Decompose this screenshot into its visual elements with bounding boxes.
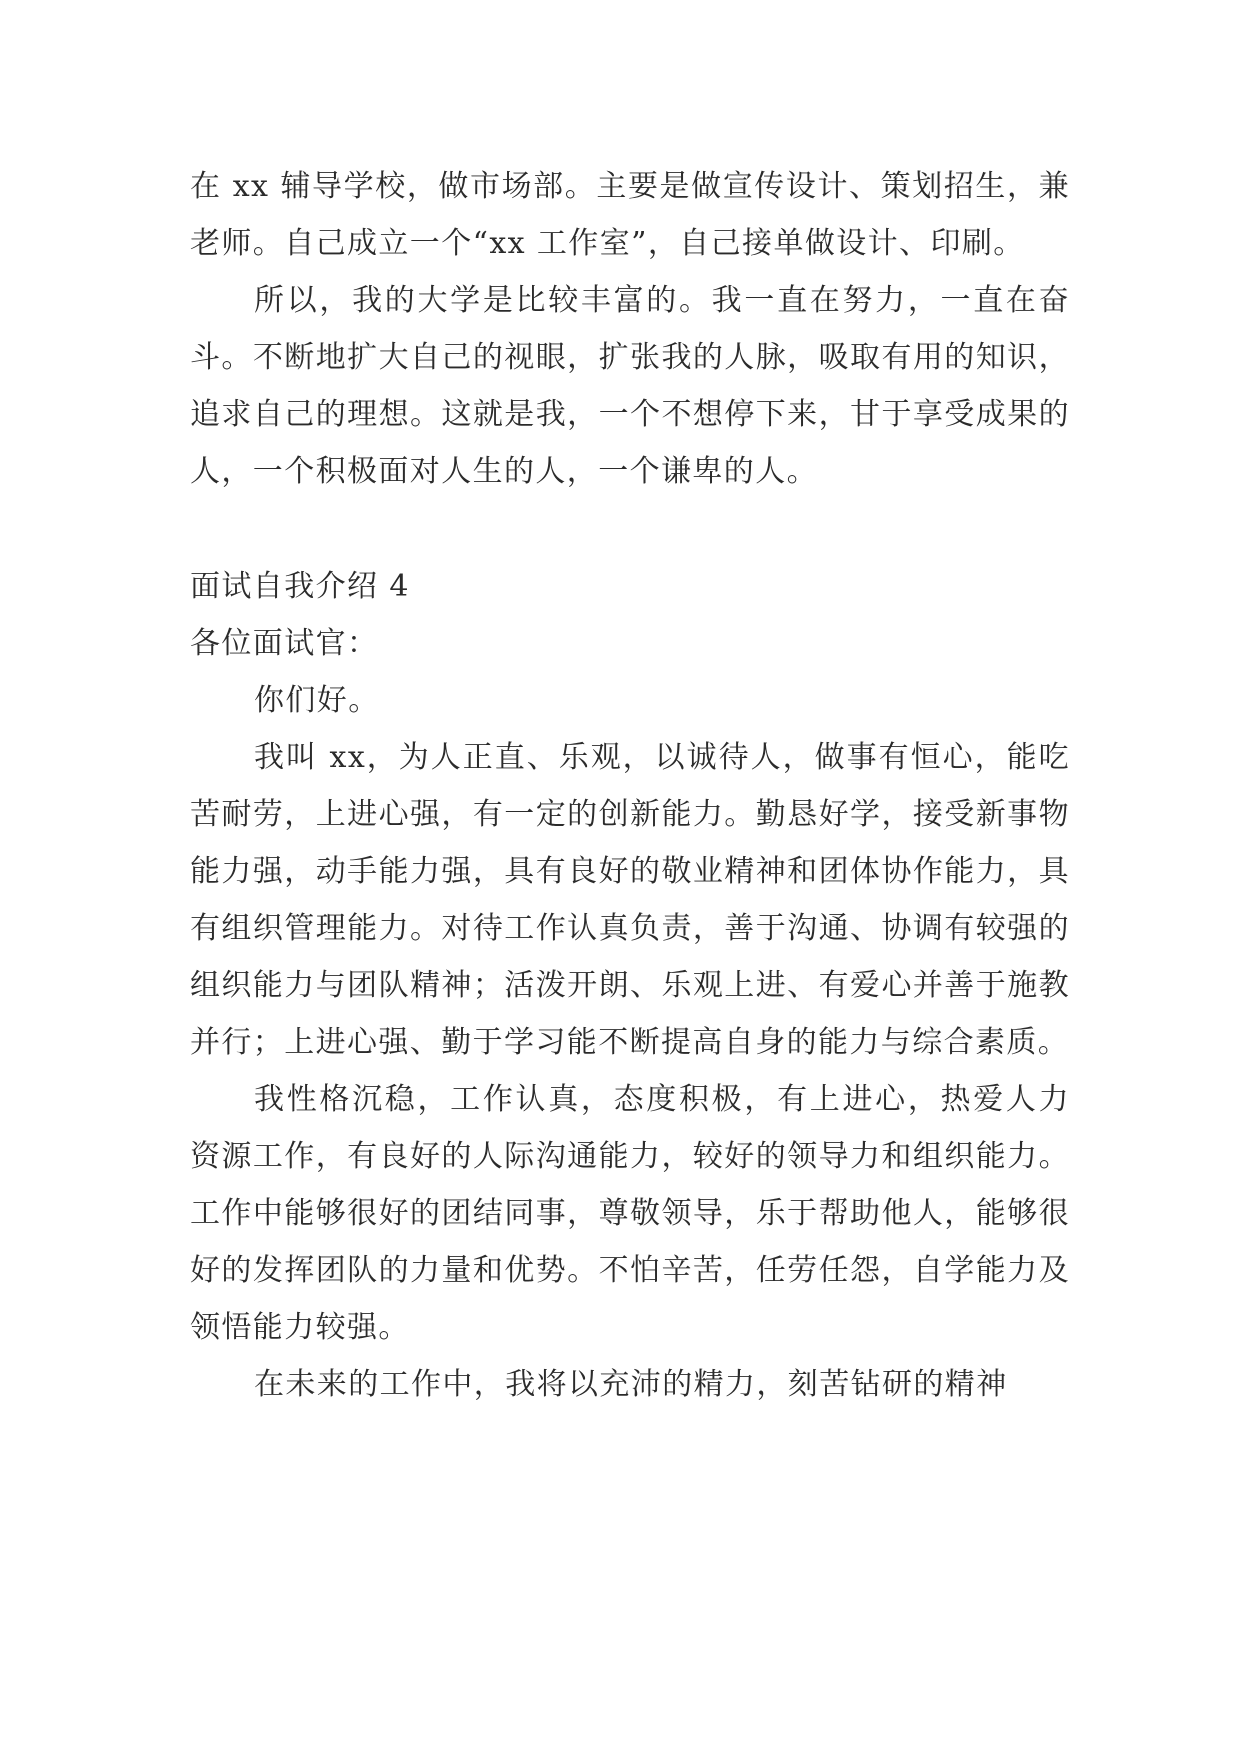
document-body	[190, 158, 1070, 1413]
greeting: 你们好。	[254, 683, 380, 718]
section-spacer	[190, 500, 1070, 558]
paragraph-work-experience: 在 xx 辅导学校，做市场部。主要是做宣传设计、策划招生，兼老师。自己成立一个“xx 工作室”，自己接单做设计、印刷。	[190, 169, 1070, 261]
paragraph-future: 在未来的工作中，我将以充沛的精力，刻苦钻研的精神	[254, 1367, 1008, 1402]
paragraph-personality: 我叫 xx，为人正直、乐观，以诚待人，做事有恒心，能吃苦耐劳，上进心强，有一定的创新能力。勤恳好学，接受新事物能力强，动手能力强，具有良好的敬业精神和团体协作能力，具有组织管理能力。对待工作认真负责，善于沟通、协调有较强的组织能力与团队精神；活泼开朗、乐观上进、有爱心并善于施教并行；上进心强、勤于学习能不断提高自身的能力与综合素质。	[190, 740, 1070, 1060]
section-title: 面试自我介绍 4	[190, 569, 410, 604]
paragraph-character: 我性格沉稳，工作认真，态度积极，有上进心，热爱人力资源工作，有良好的人际沟通能力，较好的领导力和组织能力。工作中能够很好的团结同事，尊敬领导，乐于帮助他人，能够很好的发挥团队的力量和优势。不怕辛苦，任劳任怨，自学能力及领悟能力较强。	[190, 1082, 1070, 1345]
paragraph-college-summary: 所以，我的大学是比较丰富的。我一直在努力，一直在奋斗。不断地扩大自己的视眼，扩张我的人脉，吸取有用的知识，追求自己的理想。这就是我，一个不想停下来，甘于享受成果的人，一个积极面对人生的人，一个谦卑的人。	[190, 283, 1070, 489]
salutation: 各位面试官：	[190, 626, 379, 661]
